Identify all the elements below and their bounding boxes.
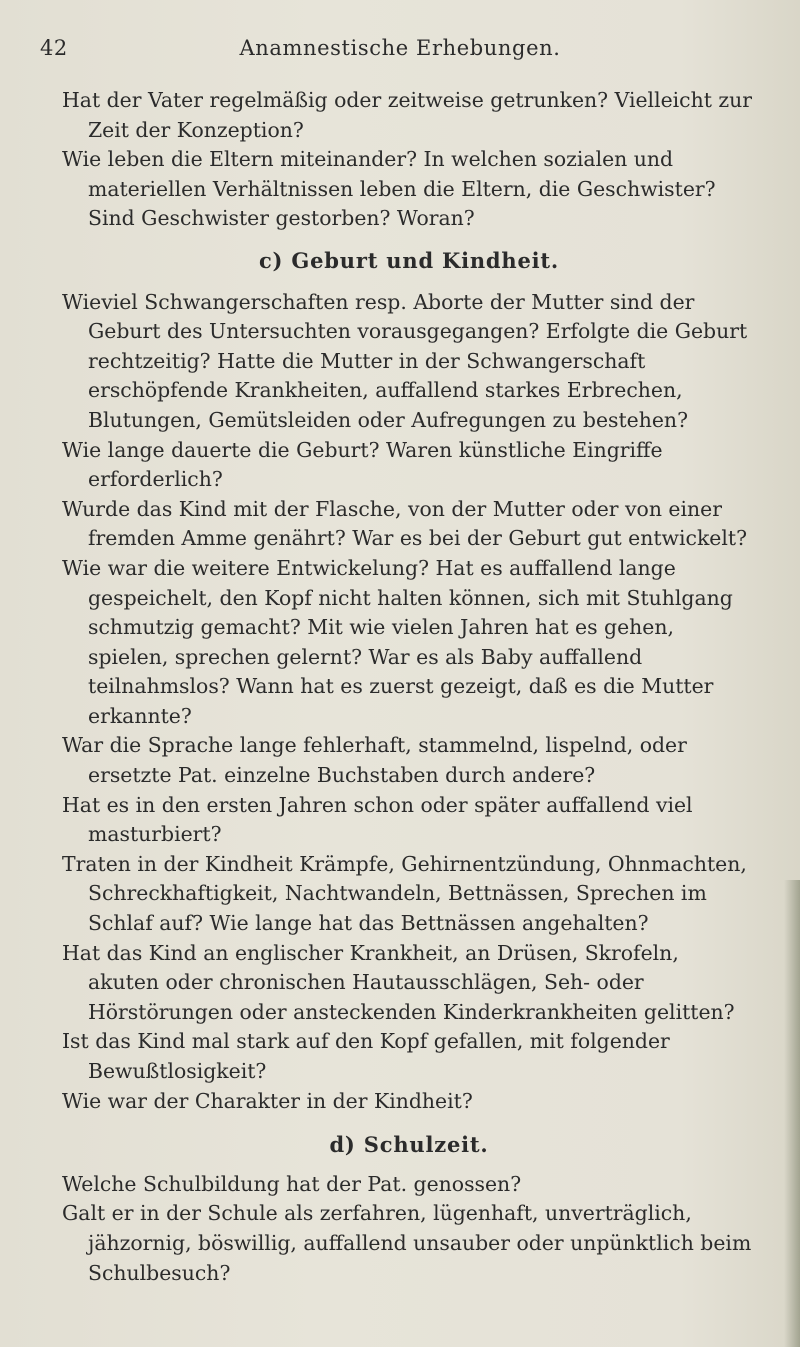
question-paragraph: Wie lange dauerte die Geburt? Waren künstliche Eingriffe erforderlich?	[62, 437, 663, 492]
question-paragraph: Wie war der Charakter in der Kindheit?	[62, 1088, 473, 1113]
question-paragraph: Welche Schulbildung hat der Pat. genossen?	[62, 1171, 522, 1196]
question-paragraph: Wurde das Kind mit der Flasche, von der Mutter oder von einer fremden Amme genährt? War es bei der Geburt gut entwickelt?	[62, 496, 748, 551]
question-paragraph: Hat das Kind an englischer Krankheit, an Drüsen, Skrofeln, akuten oder chronischen Hautausschlägen, Seh- oder Hörstörungen oder ansteckenden Kinderkrankheiten gelitten?	[62, 940, 735, 1024]
question-paragraph: Wie war die weitere Entwickelung? Hat es auffallend lange gespeichelt, den Kopf nicht halten können, sich mit Stuhlgang schmutzig gemacht? Mit wie vielen Jahren hat es gehen, spielen, sprechen gelernt? War es als Baby auffallend teilnahmslos? Wann hat es zuerst gezeigt, daß es die Mutter erkannte?	[62, 555, 733, 728]
question-paragraph: Hat der Vater regelmäßig oder zeitweise getrunken? Vielleicht zur Zeit der Konzeption?	[62, 88, 753, 142]
question-paragraph: Hat es in den ersten Jahren schon oder später auffallend viel masturbiert?	[62, 792, 693, 847]
question-paragraph: Wie leben die Eltern miteinander? In welchen sozialen und materiellen Verhältnissen leben die Eltern, die Geschwister? Sind Geschwister gestorben? Woran?	[62, 147, 716, 231]
question-paragraph: War die Sprache lange fehlerhaft, stammelnd, lispelnd, oder ersetzte Pat. einzelne Buchstaben durch andere?	[62, 733, 687, 788]
running-title: Anamnestische Erhebungen.	[239, 36, 561, 60]
page-header	[40, 36, 760, 70]
page-body	[62, 86, 756, 1288]
page-number: 42	[40, 36, 68, 60]
section-heading-schulzeit: d) Schulzeit.	[329, 1132, 489, 1158]
question-paragraph: Wieviel Schwangerschaften resp. Aborte der Mutter sind der Geburt des Untersuchten vorausgegangen? Erfolgte die Geburt rechtzeitig? Hatte die Mutter in der Schwangerschaft erschöpfende Krankheiten, auffallend starkes Erbrechen, Blutungen, Gemütsleiden oder Aufregungen zu bestehen?	[62, 289, 748, 432]
question-paragraph: Galt er in der Schule als zerfahren, lügenhaft, unverträglich, jähzornig, böswillig, auffallend unsauber oder unpünktlich beim Schulbesuch?	[62, 1201, 752, 1285]
page-edge-shadow	[784, 880, 800, 1347]
question-paragraph: Ist das Kind mal stark auf den Kopf gefallen, mit folgender Bewußtlosigkeit?	[62, 1029, 670, 1083]
question-paragraph: Traten in der Kindheit Krämpfe, Gehirnentzündung, Ohnmachten, Schreckhaftigkeit, Nachtwandeln, Bettnässen, Sprechen im Schlaf auf? Wie lange hat das Bettnässen angehalten?	[62, 851, 747, 936]
section-heading-geburt-kindheit: c) Geburt und Kindheit.	[258, 247, 560, 273]
